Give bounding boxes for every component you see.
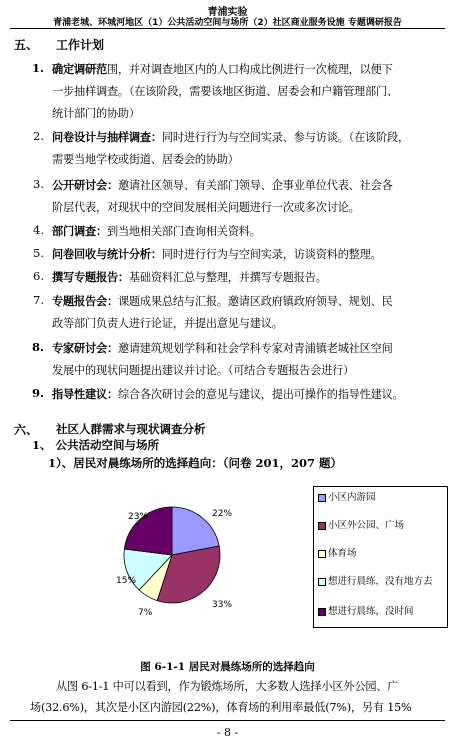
list-item-number: 7. bbox=[33, 293, 44, 307]
list-item-line: 指导性建议：综合各次研讨会的意见与建议，提出可操作的指导性建议。 bbox=[52, 387, 404, 401]
legend-label: 小区内游园 bbox=[328, 492, 376, 503]
list-item-line: 一步抽样调查。（在该阶段，需要该地区街道、居委会和户籍管理部门、 bbox=[52, 85, 399, 98]
list-item-number: 4. bbox=[33, 223, 44, 237]
list-item-lead: 确定调研范 bbox=[52, 62, 107, 76]
list-item-line: 专家研讨会：邀请建筑规划学科和社会学科专家对青浦镇老城社区空间 bbox=[52, 341, 393, 355]
body-text-line: 从图 6-1-1 中可以看到，作为锻炼场所，大多数人选择小区外公园、广 bbox=[56, 680, 399, 693]
list-item-lead: 问卷设计与抽样调查： bbox=[52, 130, 162, 144]
list-item-line: 确定调研范围，并对调查地区内的人口构成比例进行一次梳理，以便下 bbox=[52, 62, 393, 76]
list-item-line: 部门调查：到当地相关部门查询相关资料。 bbox=[52, 224, 261, 238]
list-item-line: 撰写专题报告：基础资料汇总与整理，并撰写专题报告。 bbox=[52, 270, 327, 284]
legend-label: 小区外公园、广场 bbox=[328, 520, 405, 531]
list-item-number: 2. bbox=[33, 129, 44, 143]
body-text-line: 场(32.6%)，其次是小区内游园(22%)，体育场的利用率最低(7%)，另有 15% bbox=[30, 701, 412, 714]
list-item-line: 政等部门负责人进行论证，并提出意见与建议。 bbox=[52, 317, 283, 330]
list-item-number: 1. bbox=[31, 61, 44, 75]
legend-swatch bbox=[318, 608, 326, 616]
list-item-lead: 部门调查： bbox=[52, 224, 107, 238]
header-rule bbox=[10, 28, 445, 29]
pie-value-label: 23% bbox=[128, 512, 149, 522]
list-item-lead: 公开研讨会： bbox=[52, 178, 118, 192]
pie-value-label: 7% bbox=[138, 608, 153, 618]
header-title: 青浦实验 bbox=[207, 7, 248, 18]
section5-title: 工作计划 bbox=[56, 38, 105, 52]
list-item-line: 专题报告会：课题成果总结与汇报。邀请区政府镇政府领导、规划、民 bbox=[52, 294, 393, 308]
list-item-number: 5. bbox=[33, 246, 44, 260]
list-item-lead: 撰写专题报告： bbox=[52, 270, 129, 284]
legend-label: 想进行晨练，没时间 bbox=[328, 606, 414, 617]
legend-swatch bbox=[318, 494, 326, 502]
list-item-line: 发展中的现状问题提出建议并讨论。（可结合专题报告会进行） bbox=[52, 364, 355, 377]
pie-value-label: 33% bbox=[212, 600, 233, 610]
chart-legend bbox=[313, 486, 448, 628]
section6-title: 社区人群需求与现状调查分析 bbox=[56, 422, 206, 436]
list-item-line: 公开研讨会：邀请社区领导、有关部门领导、企事业单位代表、社会各 bbox=[52, 178, 393, 192]
page-number: - 8 - bbox=[216, 726, 239, 739]
pie-value-label: 15% bbox=[116, 576, 137, 586]
legend-swatch bbox=[318, 578, 326, 586]
legend-swatch bbox=[318, 550, 326, 558]
list-item-lead: 专家研讨会： bbox=[52, 341, 118, 355]
list-item-line: 问卷设计与抽样调查：同时进行行为与空间实录、参与访谈。（在该阶段， bbox=[52, 130, 410, 144]
list-item-number: 9. bbox=[31, 386, 44, 400]
list-item-line: 需要当地学校或街道、居委会的协助） bbox=[52, 153, 239, 166]
pie-chart bbox=[100, 495, 315, 630]
list-item-line: 问卷回收与统计分析：同时进行行为与空间实录，访谈资料的整理。 bbox=[52, 247, 382, 261]
section6-number: 六、 bbox=[14, 423, 39, 437]
figure-caption: 图 6-1-1 居民对晨练场所的选择趋向 bbox=[140, 661, 315, 673]
list-item-lead: 问卷回收与统计分析： bbox=[52, 247, 162, 261]
list-item-number: 8. bbox=[31, 340, 44, 354]
list-item-number: 6. bbox=[33, 269, 44, 283]
subsubsection-heading: 1）、居民对晨练场所的选择趋向：（问卷 201，207 题） bbox=[48, 456, 343, 470]
list-item-lead: 专题报告会： bbox=[52, 294, 118, 308]
legend-swatch bbox=[318, 522, 326, 530]
legend-label: 体育场 bbox=[328, 548, 357, 559]
list-item-lead: 指导性建议： bbox=[52, 387, 118, 401]
list-item-number: 3. bbox=[33, 177, 44, 191]
header-subtitle: 青浦老城、环城河地区（1）公共活动空间与场所（2）社区商业服务设施 专题调研报告 bbox=[53, 18, 402, 28]
footer-rule bbox=[10, 720, 445, 721]
pie-value-label: 22% bbox=[212, 509, 233, 519]
list-item-line: 统计部门的协助） bbox=[52, 107, 140, 120]
section5-number: 五、 bbox=[14, 38, 39, 52]
subsection-heading: 1、 公共活动空间与场所 bbox=[32, 438, 160, 452]
list-item-line: 阶层代表，对现状中的空间发展相关问题进行一次或多次讨论。 bbox=[52, 201, 360, 214]
legend-label: 想进行晨练，没有地方去 bbox=[328, 576, 433, 587]
